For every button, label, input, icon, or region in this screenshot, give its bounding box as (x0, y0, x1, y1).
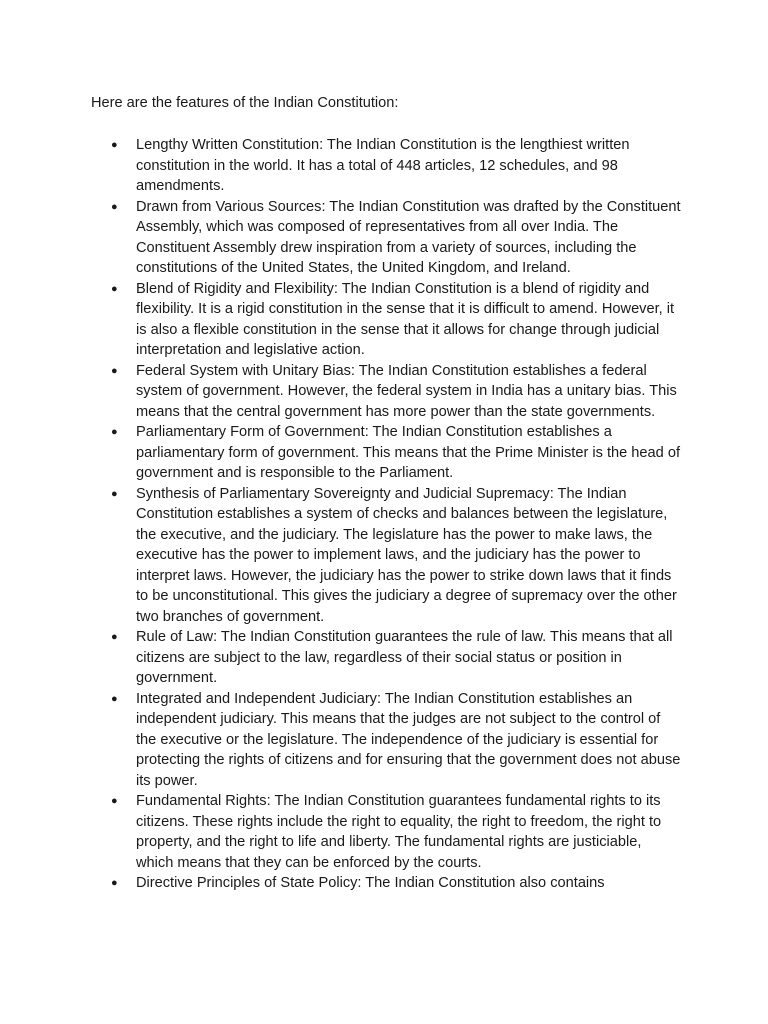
bullet-icon: ● (111, 200, 118, 213)
list-item (111, 135, 681, 197)
feature-text: Synthesis of Parliamentary Sovereignty and Judicial Supremacy: The Indian Constitution establishes a system of checks and balances between the legislature, the executive, and the judiciary. The legislature has the power to make laws, the executive has the power to implement laws, and the judiciary has the power to interpret laws. However, the judiciary has the power to strike down laws that it finds to be unconstitutional. This gives the judiciary a degree of supremacy over the other two branches of government. (136, 485, 677, 625)
bullet-icon: ● (111, 692, 118, 705)
bullet-icon: ● (111, 877, 118, 889)
list-item (111, 791, 681, 873)
bullet-icon: ● (111, 487, 118, 500)
list-item (111, 484, 681, 628)
feature-text: Fundamental Rights: The Indian Constitution guarantees fundamental rights to its citizens. These rights include the right to equality, the right to freedom, the right to property, and the right to life and liberty. The fundamental rights are justiciable, which means that they can be enforced by the courts. (136, 793, 662, 871)
bullet-icon: ● (111, 795, 118, 807)
feature-list (111, 135, 681, 894)
feature-text: Integrated and Independent Judiciary: The Indian Constitution establishes an independent judiciary. This means that the judges are not subject to the control of the executive or the legislature. The independence of the judiciary is essential for protecting the rights of citizens and for ensuring that the government does not abuse its power. (136, 690, 681, 789)
feature-text: Federal System with Unitary Bias: The Indian Constitution establishes a federal system of government. However, the federal system in India has a unitary bias. This means that the central government has more power than the state governments. (136, 362, 677, 420)
list-item (111, 689, 681, 792)
bullet-icon: ● (111, 631, 118, 643)
bullet-icon: ● (111, 426, 118, 438)
feature-text: Parliamentary Form of Government: The Indian Constitution establishes a parliamentary form of government. This means that the Prime Minister is the head of government and is responsible to the Parliament. (136, 424, 680, 481)
feature-text: Directive Principles of State Policy: The Indian Constitution also contains (136, 875, 605, 891)
feature-text: Rule of Law: The Indian Constitution guarantees the rule of law. This means that all citizens are subject to the law, regardless of their social status or position in government. (136, 629, 673, 686)
feature-text: Lengthy Written Constitution: The Indian Constitution is the lengthiest written constitution in the world. It has a total of 448 articles, 12 schedules, and 98 amendments. (136, 137, 630, 194)
list-item (111, 627, 681, 689)
bullet-icon: ● (111, 139, 118, 151)
list-item (111, 279, 681, 361)
feature-text: Blend of Rigidity and Flexibility: The Indian Constitution is a blend of rigidity and flexibility. It is a rigid constitution in the sense that it is difficult to amend. However, it is also a flexible constitution in the sense that it allows for change through judicial interpretation and legislative action. (136, 280, 675, 358)
feature-text: Drawn from Various Sources: The Indian Constitution was drafted by the Constituent Assembly, which was composed of representatives from all over India. The Constituent Assembly drew inspiration from a variety of sources, including the constitutions of the United States, the United Kingdom, and Ireland. (136, 198, 681, 276)
list-item (111, 422, 681, 484)
list-item (111, 197, 681, 279)
list-item (111, 361, 681, 423)
bullet-icon: ● (111, 364, 118, 377)
list-item (111, 873, 681, 894)
intro-paragraph: Here are the features of the Indian Constitution: (91, 95, 399, 111)
bullet-icon: ● (111, 282, 118, 295)
